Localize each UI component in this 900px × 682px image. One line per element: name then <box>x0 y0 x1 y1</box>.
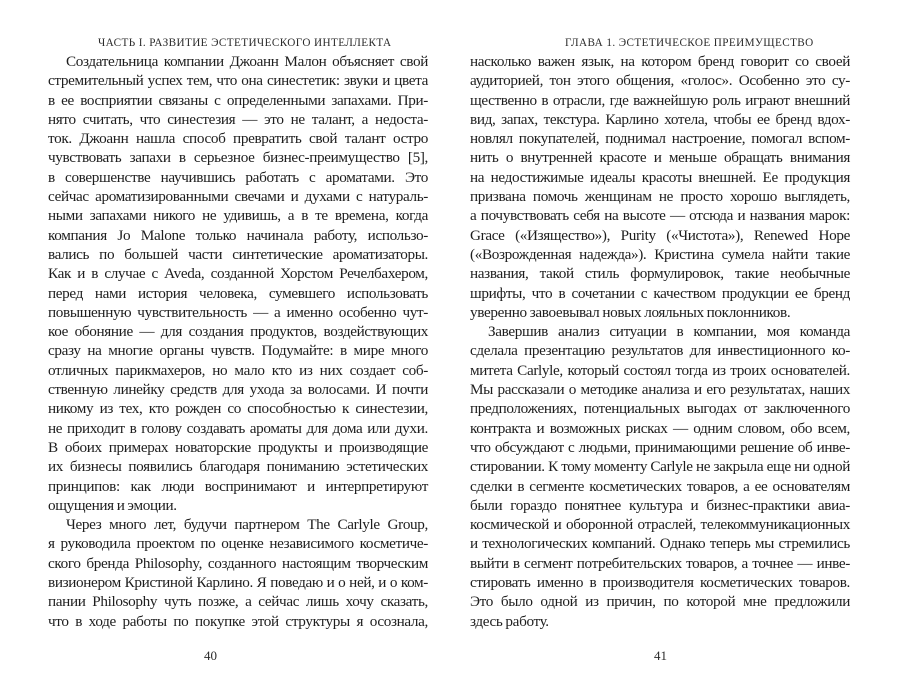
page-number: 40 <box>204 648 217 663</box>
text-line: сделала презентацию результатов для инвестиционного ко- <box>470 342 850 360</box>
text-line: призвана помочь женщинам не просто хорошо выглядеть, <box>470 188 850 206</box>
text-line: стировать именно в производителя косметических товаров. <box>470 574 850 592</box>
left-page-body <box>48 52 428 631</box>
running-head-chapter: ГЛАВА 1. ЭСТЕТИЧЕСКОЕ ПРЕИМУЩЕСТВО <box>565 37 814 49</box>
text-line: нить о внутренней красоте и меньше обращать внимания <box>470 149 850 167</box>
text-line: вид, запах, текстура. Карлино хотела, чтобы ее бренд вдох- <box>470 110 850 128</box>
text-line: аудиторией, тон этого общения, «голос». Особенно это су- <box>470 72 850 90</box>
text-line: что обсуждают с людьми, принимающими решение об инве- <box>470 438 850 456</box>
text-line: были гораздо понятнее культура и бизнес-практики авиа- <box>470 496 850 514</box>
text-line: сделки в сегменте косметических товаров, а ее основателям <box>470 477 850 495</box>
text-line: сразу на многие органы чувств. Подумайте: в мире много <box>48 342 428 360</box>
right-page-body <box>470 52 850 631</box>
text-line: В обоих примерах новаторские продукты и производящие <box>48 438 428 456</box>
text-line: стировании. К тому моменту Carlyle не закрыла еще ни одной <box>470 458 850 476</box>
text-line: визионером Кристиной Карлино. Я поведаю и о ней, и о ком- <box>48 574 428 592</box>
text-line: в ее восприятии связаны с определенными запахами. При- <box>48 91 428 109</box>
text-line: Завершив анализ ситуации в компании, моя команда <box>488 323 850 341</box>
text-line: нято считать, что синестезия — это не талант, а недоста- <box>48 110 428 128</box>
text-line: на недостижимые идеалы красоты внешней. Ее продукция <box>470 168 850 186</box>
text-line: а почувствовать себя на высоте — отсюда и названия марок: <box>470 207 850 225</box>
text-line: перед нами история человека, сумевшего использовать <box>48 284 428 302</box>
text-line: кое обоняние — для создания продуктов, воздействующих <box>48 323 428 341</box>
text-line: Через много лет, будучи партнером The Carlyle Group, <box>66 516 428 534</box>
text-line: контракта и возможных рисках — одним словом, обо всем, <box>470 419 850 437</box>
text-line: компания Jo Malone только начинала работу, использо- <box>48 226 428 244</box>
text-line: что в ходе работы по покупке этой структуры я осознала, <box>48 612 428 630</box>
text-line: новлял покупателей, поднимал настроение, помогал вспом- <box>470 130 850 148</box>
text-line: Мы рассказали о методике анализа и его результатах, наших <box>470 381 850 399</box>
text-line: шрифты, что в сочетании с качеством продукции ее бренд <box>470 284 850 302</box>
text-line: («Возрожденная надежда»). Кристина сумела найти такие <box>470 245 850 263</box>
text-line: и технологических компаний. Однако теперь мы стремились <box>470 535 850 553</box>
text-line: космической и оборонной отраслей, телекоммуникационных <box>470 516 850 534</box>
text-line: я руководила проектом по оценке независимого косметиче- <box>48 535 428 553</box>
running-head-part: ЧАСТЬ I. РАЗВИТИЕ ЭСТЕТИЧЕСКОГО ИНТЕЛЛЕКТА <box>98 37 392 49</box>
text-line: повышенную чувствительность — а именно особенно чут- <box>48 303 428 321</box>
text-line: ными запахами никого не удивишь, а в те времена, когда <box>48 207 428 225</box>
text-line: пании Philosophy чуть позже, а сейчас лишь хочу сказать, <box>48 593 428 611</box>
page-number: 41 <box>654 648 667 663</box>
text-line: ощущения и эмоции. <box>48 496 177 514</box>
text-line: митета Carlyle, который состоял тогда из троих основателей. <box>470 361 850 379</box>
text-line: Как и в случае с Aveda, созданной Хорстом Речелбахером, <box>48 265 428 283</box>
text-line: принципов: как люди воспринимают и интерпретируют <box>48 477 428 495</box>
text-line: ток. Джоанн нашла способ превратить свой талант остро <box>48 130 428 148</box>
text-line: предположениях, потенциальных выгодах от заключенного <box>470 400 850 418</box>
text-line: стремительный успех тем, что она синестетик: звуки и цвета <box>48 72 428 90</box>
text-line: в совершенстве научившись работать с ароматами. Это <box>48 168 428 186</box>
text-line: уверенно завоевывал новых лояльных поклонников. <box>470 303 791 321</box>
text-line: чувствовать запахи в серьезное бизнес-преимущество [5], <box>48 149 428 167</box>
text-line: выйти в сегмент потребительских товаров, а точнее — инве- <box>470 554 850 572</box>
text-line: щественно в отрасли, где важнейшую роль играют внешний <box>470 91 850 109</box>
text-line: их бизнесы появились благодаря пониманию эстетических <box>48 458 428 476</box>
text-line: никому из тех, кто рожден со способностью к синестезии, <box>48 400 428 418</box>
text-line: Создательница компании Джоанн Малон объясняет свой <box>66 53 428 70</box>
right-page <box>450 0 900 682</box>
text-line: ственную линейку средств для ухода за волосами. И почти <box>48 381 428 399</box>
text-line: не приходит в голову создавать ароматы для дома или духи. <box>48 419 428 437</box>
text-line: отличных парикмахеров, но мало кто из них создает соб- <box>48 361 428 379</box>
text-line: ского бренда Philosophy, созданного настоящим творческим <box>48 554 428 572</box>
text-line: Grace («Изящество»), Purity («Чистота»), Renewed Hope <box>470 226 850 244</box>
text-line: здесь работу. <box>470 612 549 630</box>
text-line: насколько важен язык, на котором бренд говорит со своей <box>470 53 850 70</box>
text-line: Это было одной из причин, по которой мне предложили <box>470 593 850 611</box>
text-line: вались по большей части синтетические ароматизаторы. <box>48 245 428 263</box>
text-line: названия, такой стиль формулировок, такие необычные <box>470 265 850 283</box>
text-line: сейчас ароматизированными свечами и духами с натураль- <box>48 188 428 206</box>
